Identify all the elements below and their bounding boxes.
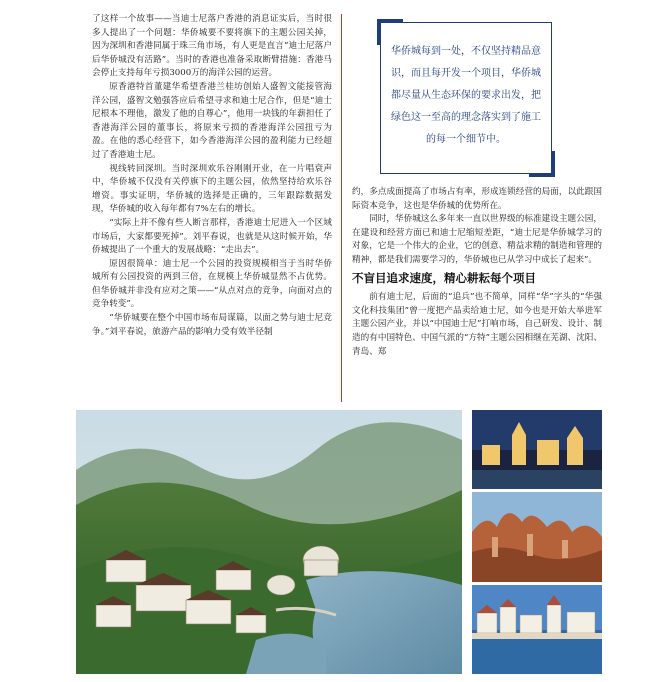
pull-quote-corner — [529, 151, 555, 177]
column-divider — [341, 14, 342, 402]
waterfront-town-photo — [472, 585, 602, 674]
paragraph: 原因很简单：迪士尼一个公园的投资规模相当于当时华侨城所有公园投资的两到三倍，在规模上华侨城显然不占优势。但华侨城并非没有应对之策——“从点对点的竞争，向面对点的竞争转变”。 — [92, 258, 332, 310]
paragraph: 视线转回深圳。当时深圳欢乐谷刚刚开业，在一片唱衰声中，华侨城不仅没有关停旗下的主题公园，依然坚持给欢乐谷增资。事实证明，华侨城的选择是正确的，三年跟踪数据发现，华侨城的收入每年都有7%左右的增长。 — [92, 163, 332, 215]
pull-quote-text: 华侨城每到一处，不仅坚持精品意识，而且每开发一个项目，华侨城都尽量从生态环保的要求出发，把绿色这一至高的理念落实到了施工的每一个细节中。 — [391, 46, 541, 145]
rock-formation-photo — [472, 492, 602, 582]
section-heading: 不盲目追求速度，精心耕耘每个项目 — [352, 270, 536, 285]
right-text-column — [352, 186, 602, 359]
paragraph: 了这样一个故事——当迪士尼落户香港的消息证实后，当时很多人提出了一个问题：华侨城要不要将旗下的主题公园关掉，因为深圳和香港同属于珠三角市场，有人更是直言“迪士尼落户后华侨城没有活路”。当时的香港也准备采取断臂措施：香港马会停止支持每年亏损3000万的海洋公园的运营。 — [92, 14, 332, 79]
paragraph: “实际上并不像有些人断言那样，香港迪士尼进入一个区域市场后，大家都要死掉”。刘平春说，也就是从这时候开始，华侨城提出了一个重大的发展战略：“走出去”。 — [92, 217, 332, 256]
night-castle-photo — [472, 410, 602, 489]
paragraph: “华侨城要在整个中国市场布局谋篇，以面之势与迪士尼竞争。”刘平春说，旅游产品的影响力受有效半径制 — [92, 313, 332, 337]
resort-aerial-photo — [76, 410, 462, 674]
paragraph: 前有迪士尼，后面的“追兵”也不简单，同样“华”字头的“华强文化科技集团”曾一度把产品卖给迪士尼，如今也是开始大举进军主题公园产业，并以“中国迪士尼”打响市场，自己研发、设计、制造的有中国特色、中国气派的“方特”主题公园相继在芜湖、沈阳、青岛、郑 — [352, 292, 602, 357]
paragraph: 原香港特首董建华希望香港兰桂坊创始人盛智文能接管海洋公园，盛智文勉强答应后希望寻求和迪士尼合作，但是“迪士尼根本不理他，激发了他的自尊心”，他用一块钱的年薪担任了香港海洋公园的董事长，将原来亏损的香港海洋公园扭亏为盈。在他的悉心经营下，如今香港海洋公园的盈利能力已经超过了香港迪士尼。 — [92, 81, 332, 160]
paragraph: 约，多点成面提高了市场占有率，形成连锁经营的局面，以此跟国际资本竞争，这也是华侨城的优势所在。 — [352, 187, 602, 211]
pull-quote-box — [380, 22, 552, 174]
paragraph: 同时，华侨城这么多年来一直以世界级的标准建设主题公园，在建设和经营方面已和迪士尼缩短差距，“迪士尼是华侨城学习的对象，它是一个伟大的企业，它的创意、精益求精的制造和管理的精神，都是我们需要学习的，华侨城也已从学习中成长了起来”。 — [352, 214, 602, 265]
left-text-column — [92, 13, 332, 339]
